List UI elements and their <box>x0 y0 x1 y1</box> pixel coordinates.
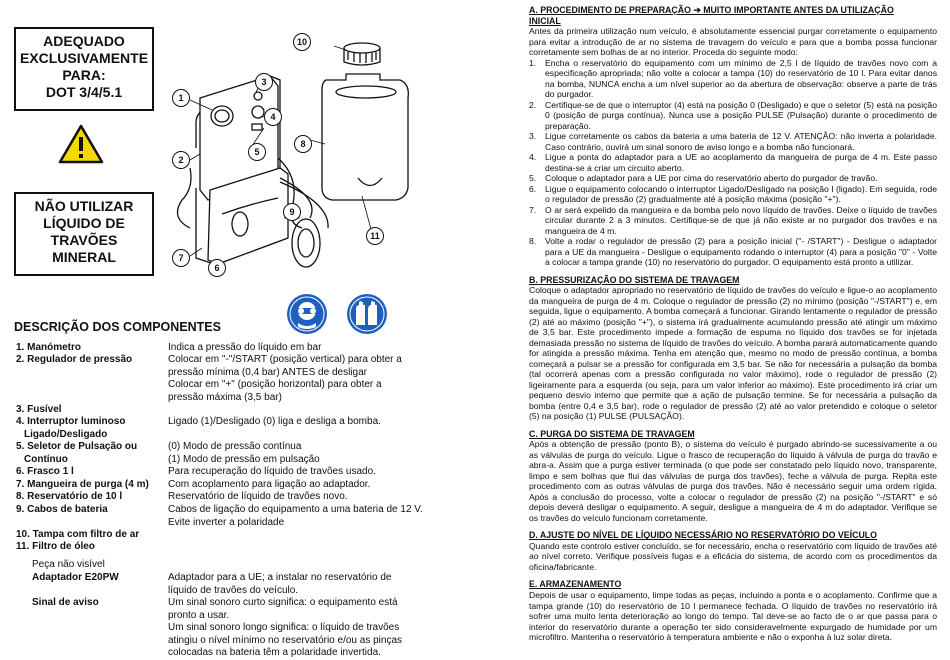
callout-8: 8 <box>294 135 312 153</box>
section-c-text: Após a obtenção de pressão (ponto B), o sistema do veículo é purgado abrindo-se sucessivamente a ou as válvulas de purga do veículo. Ligue o frasco de recuperação do líquido à válvula de purga do travão e abra-a. Assim que a purga estiver terminada (o que pode ser constatado pelo líquido novo, transparente, limpo e sem bolhas que flui das válvulas de purga dos travões), feche a válvula de purga. Repita este procedimento com as outras válvulas de purga dos travões. Não é necessário seguir uma ordem rígida. Após a conclusão do processo, volte a colocar o regulador de pressão (2) na posição "-/START" e só depois deverá desligar o equipamento. A seguir, desligue a mangueira de 4 m do adaptador. Verifique se os travões do veículo funcionam corretamente. <box>529 439 937 523</box>
component-label: 3. Fusível <box>16 404 62 415</box>
section-a-intro: Antes da primeira utilização num veículo, é absolutamente essencial purgar corretamente o equipamento para evitar a introdução de ar no sistema de travagem do veículo e para que a bomba possa funcionar corretamente sem bolhas de ar no interior. Proceda do seguinte modo: <box>529 26 937 58</box>
component-text: pressão mínima (0,4 bar) ANTES de desligar <box>168 366 367 378</box>
step-text: Ligue a ponta do adaptador para a UE ao acoplamento da mangueira de purga de 4 m. Este passo destina-se a criar um circuito aberto. <box>545 152 937 173</box>
components-title: DESCRIÇÃO DOS COMPONENTES <box>14 320 221 334</box>
section-e-title: E. ARMAZENAMENTO <box>529 579 622 590</box>
box2-line-2: LÍQUIDO DE <box>43 215 125 231</box>
component-text: (0) Modo de pressão contínua <box>168 441 302 452</box>
dot-compatibility-box <box>14 27 154 111</box>
section-c-title: C. PURGA DO SISTEMA DE TRAVAGEM <box>529 428 695 439</box>
step-3: 3. Ligue corretamente os cabos da bateria a uma bateria de 12 V. ATENÇÃO: não inverta a polaridade. Caso contrário, ouvirá um sinal sonoro de aviso longo e a bomba não funcionará. <box>529 131 937 152</box>
box1-line-4: DOT 3/4/5.1 <box>45 84 123 100</box>
gloves-icon <box>346 293 388 335</box>
warning-text: pronto a usar. <box>168 609 230 621</box>
box1-line-1: ADEQUADO <box>43 33 125 49</box>
component-text: Evite inverter a polaridade <box>168 516 285 528</box>
component-label: Ligado/Desligado <box>24 428 108 440</box>
eye-protection-icon <box>286 293 328 335</box>
component-text: Para recuperação do líquido de travões usado. <box>168 466 376 477</box>
warning-label: Sinal de aviso <box>32 597 99 608</box>
component-text: Com acoplamento para ligação ao adaptador. <box>168 479 371 490</box>
warning-text: Um sinal sonoro curto significa: o equipamento está <box>168 597 398 608</box>
step-text: Ligue corretamente os cabos da bateria a uma bateria de 12 V. ATENÇÃO: não inverta a polaridade. Caso contrário, ouvirá um sinal sonoro de aviso longo e a bomba não funcionará. <box>545 131 937 152</box>
callout-1: 1 <box>172 89 190 107</box>
not-visible-label: Peça não visível <box>32 559 105 570</box>
step-8: 8. Volte a rodar o regulador de pressão (2) para a posição inicial ("- /START") - Desligue o adaptador para a UE da mangueira - Desligue o equipamento rodando o interruptor (4) para a posição "0" - Volte a colocar a tampa grande (10) no reservatório do purgador. O equipamento está pronto a utilizar. <box>529 236 937 268</box>
warning-triangle-icon <box>58 124 104 164</box>
no-mineral-fluid-box <box>14 192 154 276</box>
step-4: 4. Ligue a ponta do adaptador para a UE ao acoplamento da mangueira de purga de 4 m. Este passo destina-se a criar um circuito aberto. <box>529 152 937 173</box>
box1-line-2: EXCLUSIVAMENTE <box>19 50 149 66</box>
component-label: 5. Seletor de Pulsação ou <box>16 441 138 452</box>
step-1: 1. Encha o reservatório do equipamento com um mínimo de 2,5 l de líquido de travões novo com a especificação apropriada; não volte a colocar a tampa (10) do reservatório de 10 l. Para evitar danos na bomba, NUNCA encha a um nível superior ao da abertura de observação: observe a parte de trás do purgador. <box>529 57 937 100</box>
step-2: 2. Certifique-se de que o interruptor (4) está na posição 0 (Desligado) e que o seletor (5) está na posição 0 (posição de purga contínua). Nunca use a posição PULSE (Pulsação) durante o procedimento de preparação. <box>529 99 937 131</box>
adapter-label: Adaptador E20PW <box>32 572 119 583</box>
component-text: Indica a pressão do líquido em bar <box>168 342 322 353</box>
callout-6: 6 <box>208 259 226 277</box>
section-a-steps <box>529 58 937 268</box>
right-column <box>529 5 937 643</box>
step-text: Coloque o adaptador para a UE por cima do reservatório aberto do purgador de travão. <box>545 173 878 184</box>
component-label: 7. Mangueira de purga (4 m) <box>16 479 149 490</box>
section-d-title: D. AJUSTE DO NÍVEL DE LÍQUIDO NECESSÁRIO NO RESERVATÓRIO DO VEÍCULO <box>529 530 878 541</box>
component-text: Ligado (1)/Desligado (0) liga e desliga a bomba. <box>168 416 381 427</box>
section-b-title: B. PRESSURIZAÇÃO DO SISTEMA DE TRAVAGEM <box>529 274 740 285</box>
step-6: 6. Ligue o equipamento colocando o interruptor Ligado/Desligado na posição I (ligado). Em seguida, rode o regulador de pressão (2) gradualmente até à posição máxima (posição "+"). <box>529 183 937 205</box>
component-text: Colocar em "-"/START (posição vertical) para obter a <box>168 354 402 365</box>
step-7: 7. O ar será expelido da mangueira e da bomba pelo novo líquido de travões. Deixe o líquido de travões circular durante 2 a 3 minutos. Certifique-se de que já não existe ar no purgador dos travões e na mangueira de 4 m. <box>529 204 937 236</box>
warning-text: atingiu o nível mínimo no reservatório e/ou as pinças <box>168 634 403 646</box>
callout-7: 7 <box>172 249 190 267</box>
step-5: 5. Coloque o adaptador para a UE por cima do reservatório aberto do purgador de travão. <box>529 173 878 184</box>
brake-bleeder-illustration <box>160 28 450 283</box>
step-text: Encha o reservatório do equipamento com um mínimo de 2,5 l de líquido de travões novo com a especificação apropriada; não volte a colocar a tampa (10) do reservatório de 10 l. Para evitar danos na bomba, NUNCA encha a um nível superior ao da abertura de observação: observe a parte de trás do purgador. <box>545 57 937 100</box>
callout-9: 9 <box>283 203 301 221</box>
component-label: 10. Tampa com filtro de ar <box>16 529 140 540</box>
component-text: pressão máxima (3,5 bar) <box>168 391 282 403</box>
component-label: 11. Filtro de óleo <box>16 541 95 552</box>
warning-text: Um sinal sonoro longo significa: o líquido de travões <box>168 622 400 634</box>
step-text: Volte a rodar o regulador de pressão (2) para a posição inicial ("- /START") - Desligue o adaptador para a UE da mangueira - Desligue o equipamento rodando o interruptor (4) para a posição "0" - Volte a colocar a tampa grande (10) no reservatório do purgador. O equipamento está pronto a utilizar. <box>545 236 937 268</box>
component-text: Reservatório de líquido de travões novo. <box>168 491 348 502</box>
box2-line-3: TRAVÕES <box>50 232 118 248</box>
component-label: 4. Interruptor luminoso <box>16 416 126 427</box>
component-label: Contínuo <box>24 453 68 465</box>
adapter-text: Adaptador para a UE; a instalar no reservatório de <box>168 572 392 583</box>
callout-11: 11 <box>366 227 384 245</box>
adapter-text: líquido de travões do veículo. <box>168 584 299 596</box>
callout-4: 4 <box>264 108 282 126</box>
step-text: Ligue o equipamento colocando o interruptor Ligado/Desligado na posição I (ligado). Em seguida, rode o regulador de pressão (2) gradualmente até à posição máxima (posição "+"). <box>545 183 937 205</box>
step-text: O ar será expelido da mangueira e da bomba pelo novo líquido de travões. Deixe o líquido de travões circular durante 2 a 3 minutos. Certifique-se de que já não existe ar no purgador dos travões e na mangueira de 4 m. <box>545 204 937 236</box>
section-d-text: Quando este controlo estiver concluído, se for necessário, encha o reservatório com líquido de travões até ao nível correto. Verifique possíveis fugas e a eficácia do sistema, de acordo com os procedimentos da oficina/fabricante. <box>529 540 937 572</box>
component-text: Cabos de ligação do equipamento a uma bateria de 12 V. <box>168 504 423 515</box>
section-b-text: Coloque o adaptador apropriado no reservatório de líquido de travões do veículo e ligue-o ao acoplamento da mangueira de purga de 4 m. Coloque o regulador de pressão (2) no mínimo (posição "-/START") e, em seguida, ligue o equipamento. A bomba começará a funcionar. Girando lentamente o regulador de pressão (2) até ao máximo (posição "+"), o sistema irá gradualmente acumulando pressão até atingir um máximo de 3,5 bar. Este procedimento impede a formação de espuma no líquido dos travões se for injetada demasiada pressão no sistema de líquido de travões do veículo. A bomba parará automaticamente quando for atingida a pressão máxima. Tenha em atenção que, mesmo no modo de pressão contínua, a bomba começará a pulsar se a pressão for configurada em 3,5 bar. Se não for necessária a pulsação da bomba (tal ocorrerá apenas com a pressão configurada no valor máximo), rode o regulador de pressão (2) ligeiramente para a esquerda (ou seja, para um valor inferior ao máximo). Este procedimento irá criar um pequeno desvio interno que permite que a ação de pulsação termine. Se for necessária a pulsação da bomba (entre 0,4 e 3,5 bar), rode o regulador de pressão (2) até ao valor pretendido e coloque o seletor (5) na posição (1) PULSE (PULSAÇÃO). <box>529 285 937 422</box>
component-label: 2. Regulador de pressão <box>16 354 133 365</box>
step-text: Certifique-se de que o interruptor (4) está na posição 0 (Desligado) e que o seletor (5) está na posição 0 (posição de purga contínua). Nunca use a posição PULSE (Pulsação) durante o procedimento de preparação. <box>545 99 937 131</box>
box2-line-4: MINERAL <box>52 249 116 265</box>
box2-line-1: NÃO UTILIZAR <box>34 198 134 214</box>
component-text: Colocar em "+" (posição horizontal) para obter a <box>168 379 382 391</box>
component-label: 6. Frasco 1 l <box>16 466 74 477</box>
component-text: (1) Modo de pressão em pulsação <box>168 453 320 465</box>
section-a-title: A. PROCEDIMENTO DE PREPARAÇÃO ➔ MUITO IMPORTANTE ANTES DA UTILIZAÇÃO INICIAL <box>529 5 894 26</box>
component-label: 1. Manómetro <box>16 342 82 353</box>
box1-line-3: PARA: <box>62 67 106 83</box>
callout-5: 5 <box>248 143 266 161</box>
callout-10: 10 <box>293 33 311 51</box>
warning-text: colocadas na bateria têm a polaridade invertida. <box>168 647 381 659</box>
component-label: 8. Reservatório de 10 l <box>16 491 123 502</box>
callout-2: 2 <box>172 151 190 169</box>
section-e-text: Depois de usar o equipamento, limpe todas as peças, incluindo a ponta e o acoplamento. Confirme que a tampa grande (10) do reservatório de 10 l permanece fechada. O líquido de travões no reservatório irá sofrer uma muito lenta deterioração ao longo do tempo. Tal deve-se ao facto de o ar que passa para o interior do reservatório durante a operação ter sido consideravelmente expurgado de humidade por um microfiltro. Mantenha o reservatório à temperatura ambiente e não o exponha à luz solar direta. <box>529 590 937 643</box>
component-label: 9. Cabos de bateria <box>16 504 108 515</box>
callout-3: 3 <box>255 73 273 91</box>
